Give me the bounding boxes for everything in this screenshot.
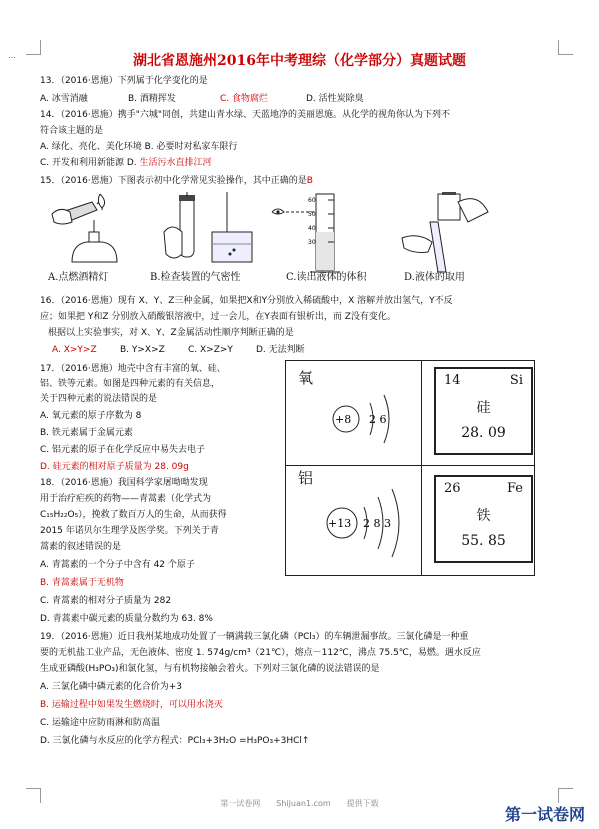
q17-option-d: D. 硅元素的相对原子质量为 28. 09g: [40, 462, 189, 472]
q18-option-b: B. 青蒿素属于无机物: [40, 578, 124, 588]
page-title: 湖北省恩施州2016年中考理综（化学部分）真题试题: [133, 53, 466, 69]
q16-line2: 应；如果把 Y和Z 分别放入硝酸银溶液中，过一会儿，在Y表面有银析出，而 Z没有变化。: [40, 312, 396, 322]
cylinder-tick-40: 40: [308, 225, 316, 232]
q17-line3: 关于四种元素的说法错误的是: [40, 394, 158, 404]
q15-caption-d: D.液体的取用: [404, 272, 465, 283]
q16-option-c: C. X>Z>Y: [188, 345, 233, 355]
element-info-panel: [285, 360, 535, 576]
iron-card: [434, 475, 533, 563]
q18-option-a: A. 青蒿素的一个分子中含有 42 个原子: [40, 560, 195, 570]
q18-line1: 18．（2016·恩施）我国科学家屠呦呦发现: [40, 478, 208, 488]
silicon-card: [434, 367, 533, 455]
iron-number: 26: [444, 481, 461, 496]
q18-line2: 用于治疗疟疾的药物——青蒿素（化学式为: [40, 494, 212, 504]
cylinder-tick-50: 50: [308, 211, 316, 218]
q16-option-b: B. Y>X>Z: [120, 345, 165, 355]
silicon-symbol: Si: [509, 373, 523, 388]
cylinder-tick-30: 30: [308, 239, 316, 246]
oxygen-atom-structure: [326, 383, 418, 455]
oxygen-nucleus: +8: [335, 413, 352, 426]
q13-option-d: D. 活性炭除臭: [306, 94, 364, 104]
aluminum-shells: 2 8 3: [363, 517, 391, 530]
aluminum-atom-structure: [322, 483, 420, 563]
silicon-name: 硅: [476, 400, 491, 416]
q13-option-a: A. 冰雪消融: [40, 94, 88, 104]
q15-caption-c: C.读出液体的体积: [286, 272, 367, 283]
q13-option-b: B. 酒精挥发: [128, 94, 176, 104]
q19-line3: 生成亚磷酸(H₃PO₃)和氯化氢，与有机物接触会着火。下列对三氯化磷的说法错误的是: [40, 664, 380, 674]
aluminum-nucleus: +13: [328, 517, 352, 530]
q18-option-d: D. 青蒿素中碳元素的质量分数约为 63. 8%: [40, 614, 213, 624]
q14-options-ab: A. 绿化、亮化、美化环境 B. 必要时对私家车限行: [40, 142, 238, 152]
q14-stem-line2: 符合该主题的是: [40, 126, 104, 136]
q19-option-d: D. 三氯化磷与水反应的化学方程式：PCl₃+3H₂O =H₃PO₃+3HCl↑: [40, 736, 310, 746]
cylinder-tick-60: 60: [308, 197, 316, 204]
silicon-mass: 28. 09: [461, 425, 506, 441]
brand-watermark: 第一试卷网: [504, 805, 585, 824]
q19-option-c: C. 运输途中应防雨淋和防高温: [40, 718, 161, 728]
q15-caption-a: A.点燃酒精灯: [48, 272, 109, 283]
q18-line3: C₁₅H₂₂O₅），挽救了数百万人的生命，从而获得: [40, 510, 227, 520]
q17-option-a: A. 氧元素的原子序数为 8: [40, 411, 142, 421]
aluminum-label: 铝: [298, 469, 314, 487]
q17-option-c: C. 铝元素的原子在化学反应中易失去电子: [40, 445, 206, 455]
q18-line5: 蒿素的叙述错误的是: [40, 542, 122, 552]
q15-stem-row: [40, 176, 313, 187]
q19-line2: 要的无机盐工业产品，无色液体、密度 1. 574g/cm³（21℃），熔点－112℃，沸点 75.5℃，易燃。遇水反应: [40, 648, 481, 658]
q16-option-d: D. 无法判断: [256, 345, 305, 355]
oxygen-shells: 2 6: [369, 413, 387, 426]
q15-stem: 15．（2016·恩施）下图表示初中化学常见实验操作，其中正确的是: [40, 176, 307, 186]
silicon-number: 14: [444, 373, 461, 388]
q15-answer: B: [306, 176, 313, 186]
q16-line1: 16．（2016·恩施）现有 X、Y、Z三种金属，如果把X和Y分别放入稀硫酸中，X 溶解并放出氢气，Y不反: [40, 296, 453, 306]
q13-stem: 13．（2016·恩施）下列属于化学变化的是: [40, 76, 208, 86]
q13-option-c: C. 食物腐烂: [220, 94, 269, 104]
q14-option-d: 生活污水直排江河: [139, 158, 212, 168]
q19-option-b: B. 运输过程中如果发生燃烧时，可以用水浇灭: [40, 700, 223, 710]
side-mark: …: [8, 51, 16, 60]
q19-option-a: A. 三氯化磷中磷元素的化合价为+3: [40, 682, 182, 692]
q18-line4: 2015 年诺贝尔生理学及医学奖。下列关于青: [40, 526, 219, 536]
q17-line2: 铝、铁等元素。如图是四种元素的有关信息，: [40, 379, 221, 389]
page-footer: 第一试卷网 Shijuan1.com 提供下载: [220, 799, 379, 808]
panel-divider-horizontal: [286, 465, 534, 466]
iron-name: 铁: [476, 508, 491, 524]
q19-line1: 19．（2016·恩施）近日我州某地成功处置了一辆满载三氯化磷（PCl₃）的车辆泄漏事故。三氯化磷是一种重: [40, 632, 469, 642]
iron-mass: 55. 85: [461, 533, 506, 549]
iron-symbol: Fe: [506, 481, 523, 496]
panel-divider-vertical: [421, 361, 422, 575]
q17-line1: 17．（2016·恩施）地壳中含有丰富的氧、硅、: [40, 364, 226, 374]
oxygen-label: 氧: [298, 369, 314, 387]
q17-option-b: B. 铁元素属于金属元素: [40, 428, 133, 438]
q14-stem-line1: 14．（2016·恩施）携手"六城"同创，共建山青水绿、天蓝地净的美丽恩施。从化学的视角你认为下列不: [40, 110, 450, 120]
q16-line3: 根据以上实验事实，对 X、Y、Z金属活动性顺序判断正确的是: [48, 328, 294, 338]
q14-option-c: C. 开发和利用新能源 D.: [40, 158, 137, 168]
q15-caption-b: B.检查装置的气密性: [150, 272, 241, 283]
q14-options-cd: [40, 158, 212, 169]
q16-option-a: A. X>Y>Z: [52, 345, 97, 355]
q18-option-c: C. 青蒿素的相对分子质量为 282: [40, 596, 172, 606]
